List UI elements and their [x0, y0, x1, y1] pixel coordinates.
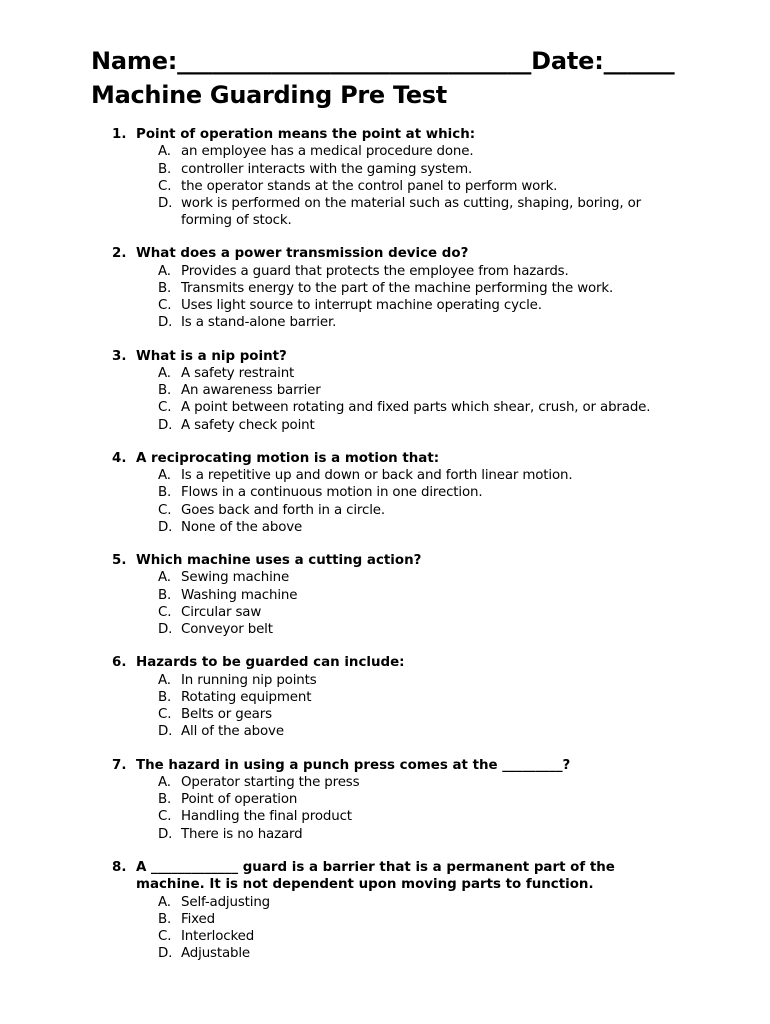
question-item [0, 654, 770, 740]
answer-option [0, 365, 770, 382]
answer-option [0, 945, 770, 962]
option-letter: B. [158, 485, 172, 501]
option-text: Handling the final product [181, 809, 352, 825]
answer-option [0, 706, 770, 723]
option-letter: C. [158, 604, 172, 620]
answer-option [0, 894, 770, 911]
option-letter: A. [158, 894, 171, 910]
question-number: 7. [112, 757, 127, 773]
option-text: Adjustable [181, 946, 251, 962]
question-text: Which machine uses a cutting action? [136, 553, 422, 569]
question-text: Point of operation means the point at which: [136, 127, 476, 142]
option-text: All of the above [181, 724, 284, 740]
option-letter: D. [158, 946, 173, 962]
option-letter: C. [158, 400, 172, 416]
option-text: Operator starting the press [181, 774, 360, 790]
answer-option [0, 195, 770, 229]
question-text: The hazard in using a punch press comes at the _________? [136, 757, 571, 773]
answer-option [0, 928, 770, 945]
option-text: Is a repetitive up and down or back and forth linear motion. [181, 468, 573, 484]
option-text: Flows in a continuous motion in one direction. [181, 485, 483, 501]
option-text: Conveyor belt [181, 622, 273, 638]
answer-option [0, 689, 770, 706]
option-text: A safety check point [181, 417, 315, 433]
option-text: controller interacts with the gaming system. [181, 161, 473, 177]
question-number: 2. [112, 246, 127, 262]
answer-option [0, 826, 770, 843]
option-letter: B. [158, 281, 172, 297]
answer-option [0, 484, 770, 501]
option-letter: C. [158, 298, 172, 314]
answer-option [0, 280, 770, 297]
answer-option [0, 314, 770, 331]
option-text: work is performed on the material such as cutting, shaping, boring, or forming of stock. [181, 196, 641, 229]
option-letter: D. [158, 826, 173, 842]
page-title: Machine Guarding Pre Test [91, 81, 447, 109]
option-text: Provides a guard that protects the employee from hazards. [181, 263, 569, 279]
option-text: None of the above [181, 519, 303, 535]
question-stem [0, 245, 770, 262]
answer-options [0, 365, 770, 434]
question-item [0, 859, 770, 963]
answer-options [0, 569, 770, 638]
answer-options [0, 467, 770, 536]
answer-option [0, 143, 770, 160]
option-letter: B. [158, 383, 172, 399]
answer-option [0, 467, 770, 484]
option-text: Belts or gears [181, 707, 272, 723]
option-letter: B. [158, 911, 172, 927]
option-letter: D. [158, 519, 173, 535]
answer-options [0, 894, 770, 963]
answer-option [0, 519, 770, 536]
answer-options [0, 774, 770, 843]
option-text: Point of operation [181, 792, 298, 808]
option-letter: D. [158, 622, 173, 638]
question-item [0, 757, 770, 843]
option-text: Is a stand-alone barrier. [181, 315, 337, 331]
answer-option [0, 399, 770, 416]
answer-option [0, 672, 770, 689]
question-stem [0, 450, 770, 467]
answer-option [0, 263, 770, 280]
option-text: the operator stands at the control panel to perform work. [181, 178, 558, 194]
option-text: A safety restraint [181, 366, 295, 382]
answer-options [0, 672, 770, 741]
option-letter: D. [158, 315, 173, 331]
answer-option [0, 569, 770, 586]
option-text: Interlocked [181, 928, 255, 944]
option-text: Fixed [181, 911, 215, 927]
question-number: 5. [112, 553, 127, 569]
answer-option [0, 382, 770, 399]
option-text: Self-adjusting [181, 894, 271, 910]
option-text: There is no hazard [181, 826, 303, 842]
option-text: An awareness barrier [181, 383, 321, 399]
option-text: Transmits energy to the part of the machine performing the work. [181, 281, 614, 297]
option-letter: A. [158, 570, 171, 586]
option-letter: C. [158, 502, 172, 518]
option-letter: C. [158, 809, 172, 825]
option-letter: B. [158, 587, 172, 603]
question-text: Hazards to be guarded can include: [136, 655, 405, 671]
question-stem [0, 757, 770, 774]
option-letter: A. [158, 774, 171, 790]
option-text: Washing machine [181, 587, 298, 603]
option-letter: A. [158, 366, 171, 382]
option-letter: B. [158, 792, 172, 808]
question-text: What is a nip point? [136, 348, 287, 364]
question-stem [0, 126, 770, 143]
answer-option [0, 911, 770, 928]
question-item [0, 245, 770, 331]
option-letter: D. [158, 724, 173, 740]
answer-option [0, 604, 770, 621]
question-stem [0, 348, 770, 365]
option-letter: B. [158, 689, 172, 705]
question-stem [0, 859, 770, 894]
option-text: Rotating equipment [181, 689, 312, 705]
option-text: Sewing machine [181, 570, 290, 586]
question-number: 3. [112, 348, 127, 364]
question-number: 8. [112, 859, 127, 875]
question-stem [0, 654, 770, 671]
question-item [0, 552, 770, 638]
answer-option [0, 791, 770, 808]
answer-option [0, 774, 770, 791]
option-letter: A. [158, 263, 171, 279]
answer-option [0, 417, 770, 434]
question-text: A reciprocating motion is a motion that: [136, 450, 440, 466]
answer-option [0, 297, 770, 314]
option-letter: A. [158, 468, 171, 484]
option-text: A point between rotating and fixed parts which shear, crush, or abrade. [181, 400, 651, 416]
question-number: 1. [112, 127, 127, 142]
option-text: Circular saw [181, 604, 262, 620]
answer-option [0, 161, 770, 178]
option-text: Goes back and forth in a circle. [181, 502, 385, 518]
answer-option [0, 587, 770, 604]
option-letter: C. [158, 178, 172, 194]
question-stem [0, 552, 770, 569]
question-number: 6. [112, 655, 127, 671]
option-letter: B. [158, 161, 172, 177]
answer-options [0, 143, 770, 229]
option-text: an employee has a medical procedure done. [181, 144, 474, 160]
question-item [0, 126, 770, 229]
question-list [0, 126, 770, 978]
option-letter: A. [158, 672, 171, 688]
option-text: Uses light source to interrupt machine operating cycle. [181, 298, 542, 314]
answer-option [0, 178, 770, 195]
answer-option [0, 808, 770, 825]
name-date-line: Name:______________________________Date:______ [91, 47, 675, 75]
question-item [0, 348, 770, 434]
option-letter: D. [158, 417, 173, 433]
answer-option [0, 723, 770, 740]
answer-option [0, 502, 770, 519]
answer-options [0, 263, 770, 332]
question-text: What does a power transmission device do? [136, 246, 469, 262]
question-text: A _____________ guard is a barrier that is a permanent part of the machine. It is not dependent upon moving parts to function. [136, 859, 615, 893]
option-letter: C. [158, 707, 172, 723]
answer-option [0, 621, 770, 638]
question-number: 4. [112, 450, 127, 466]
question-item [0, 450, 770, 536]
option-text: In running nip points [181, 672, 317, 688]
option-letter: C. [158, 928, 172, 944]
option-letter: A. [158, 144, 171, 160]
option-letter: D. [158, 196, 173, 212]
